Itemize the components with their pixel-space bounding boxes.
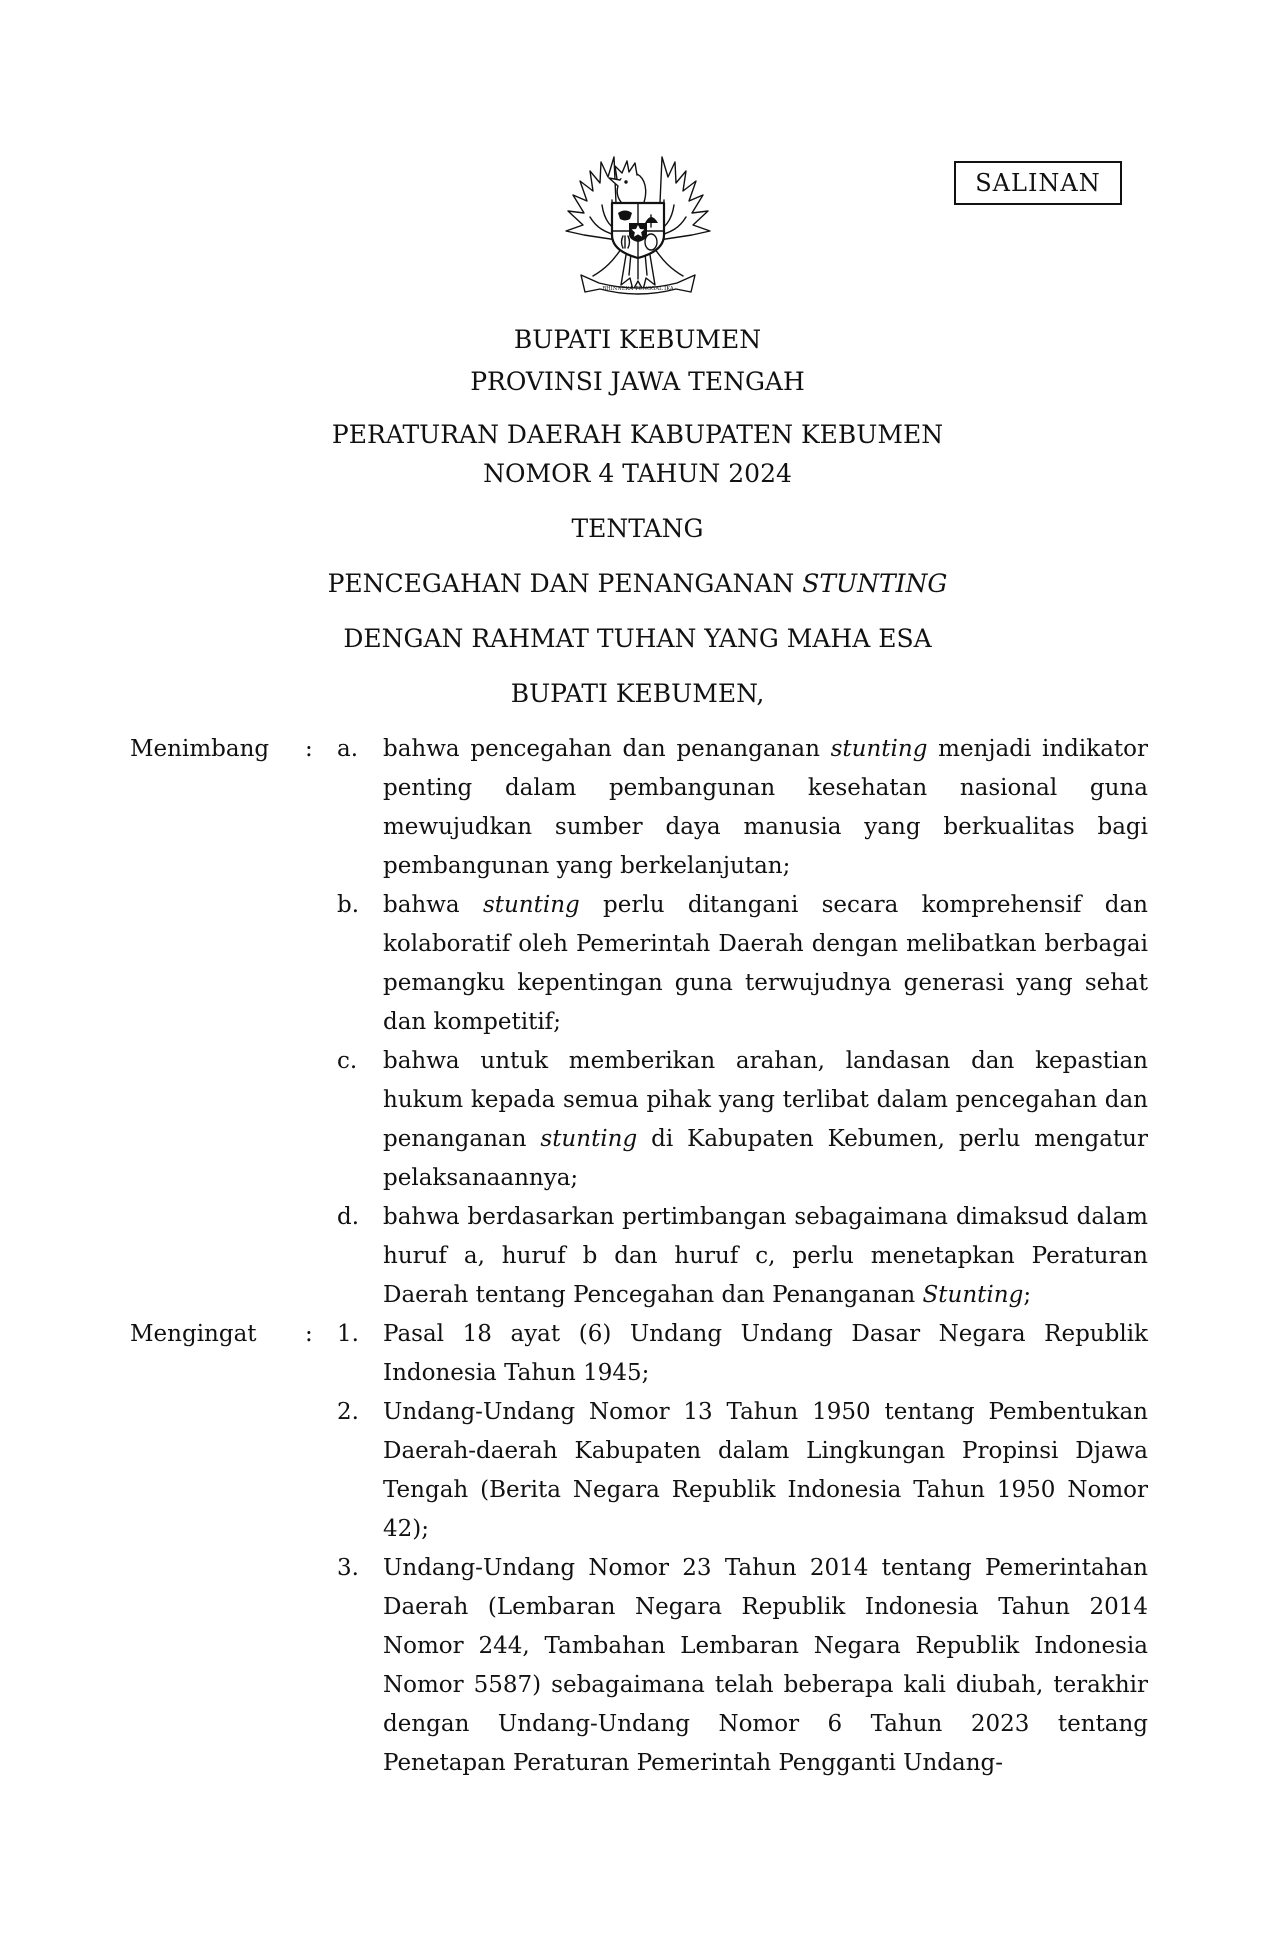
legal-basis-item	[337, 1315, 1148, 1393]
salinan-stamp	[954, 161, 1122, 205]
preamble	[0, 730, 1275, 1783]
doc-type-title: PERATURAN DAERAH KABUPATEN KEBUMEN	[331, 420, 944, 449]
doc-subject: PENCEGAHAN DAN PENANGANAN STUNTING	[327, 569, 948, 598]
considerations-section	[130, 730, 1148, 1315]
item-text: bahwa pencegahan dan penanganan stunting menjadi indikator penting dalam pembangunan kesehatan nasional guna mewujudkan sumber daya manusia yang berkualitas bagi pembangunan yang berkelanjutan;	[383, 736, 1148, 879]
legal-basis-label: Mengingat	[130, 1321, 257, 1347]
item-marker: 1.	[337, 1321, 359, 1347]
legal-basis-section	[130, 1315, 1148, 1783]
considerations-label: Menimbang	[130, 736, 270, 762]
consideration-item	[337, 1042, 1148, 1198]
item-text: bahwa berdasarkan pertimbangan sebagaimana dimaksud dalam huruf a, huruf b dan huruf c, perlu menetapkan Peraturan Daerah tentang Pencegahan dan Penanganan Stunting;	[383, 1204, 1148, 1308]
legal-basis-items	[337, 1315, 1148, 1783]
consideration-item	[337, 730, 1148, 886]
masthead-province: PROVINSI JAWA TENGAH	[470, 367, 805, 396]
masthead-authority: BUPATI KEBUMEN	[513, 325, 762, 354]
item-marker: 3.	[337, 1555, 359, 1581]
enacting-authority-line: BUPATI KEBUMEN,	[510, 679, 765, 708]
title-block	[0, 415, 1275, 713]
considerations-items	[337, 730, 1148, 1315]
item-text: Undang-Undang Nomor 23 Tahun 2014 tentang Pemerintahan Daerah (Lembaran Negara Republik Indonesia Tahun 2014 Nomor 244, Tambahan Lembaran Negara Republik Indonesia Nomor 5587) sebagaimana telah beberapa kali diubah, terakhir dengan Undang-Undang Nomor 6 Tahun 2023 tentang Penetapan Peraturan Pemerintah Pengganti Undang-	[383, 1555, 1148, 1776]
item-text: Undang-Undang Nomor 13 Tahun 1950 tentang Pembentukan Daerah-daerah Kabupaten dalam Lingkungan Propinsi Djawa Tengah (Berita Negara Republik Indonesia Tahun 1950 Nomor 42);	[383, 1399, 1148, 1542]
doc-number: NOMOR 4 TAHUN 2024	[483, 459, 792, 488]
item-marker: c.	[337, 1048, 358, 1074]
legal-basis-colon: :	[305, 1321, 313, 1347]
invocation-line: DENGAN RAHMAT TUHAN YANG MAHA ESA	[343, 624, 932, 653]
consideration-item	[337, 886, 1148, 1042]
item-text: bahwa untuk memberikan arahan, landasan dan kepastian hukum kepada semua pihak yang terlibat dalam pencegahan dan penanganan stunting di Kabupaten Kebumen, perlu mengatur pelaksanaannya;	[383, 1048, 1148, 1191]
item-text: bahwa stunting perlu ditangani secara komprehensif dan kolaboratif oleh Pemerintah Daerah dengan melibatkan berbagai pemangku kepentingan guna terwujudnya generasi yang sehat dan kompetitif;	[383, 892, 1148, 1035]
about-label: TENTANG	[571, 514, 704, 543]
item-text: Pasal 18 ayat (6) Undang Undang Dasar Negara Republik Indonesia Tahun 1945;	[383, 1321, 1148, 1386]
garuda-pancasila-emblem-icon	[565, 145, 711, 307]
consideration-item	[337, 1198, 1148, 1315]
item-marker: 2.	[337, 1399, 359, 1425]
legal-basis-item	[337, 1549, 1148, 1783]
legal-basis-item	[337, 1393, 1148, 1549]
item-marker: b.	[337, 892, 360, 918]
item-marker: d.	[337, 1204, 360, 1230]
item-marker: a.	[337, 736, 359, 762]
considerations-colon: :	[305, 736, 313, 762]
emblem-motto: BHINNEKA TUNGGAL IKA	[601, 286, 674, 292]
salinan-stamp-label: SALINAN	[975, 169, 1101, 197]
